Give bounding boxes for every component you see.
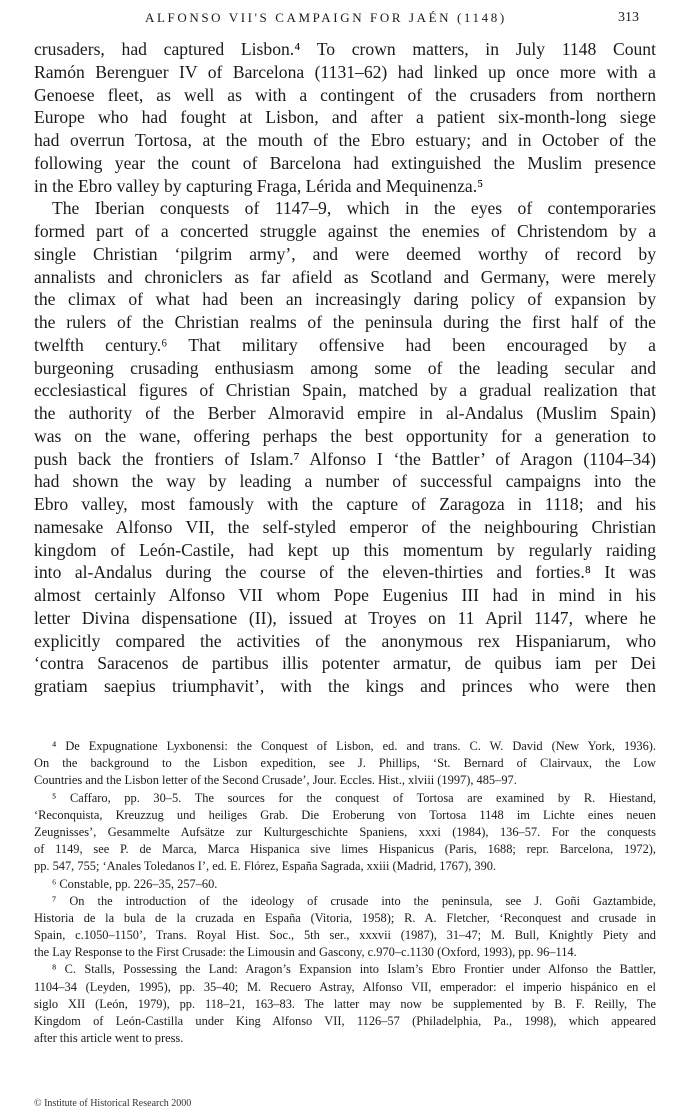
footnote-line: On the background to the Lisbon expedition, see J. Phillips, ‘St. Bernard of Clairvaux, the Low [34,756,656,771]
body-line: Ramón Berenguer IV of Barcelona (1131–62) had linked up once more with a [34,61,656,82]
body-line: was on the wane, offering perhaps the best opportunity for a generation to [34,425,656,446]
body-line: Genoese fleet, as well as with a contingent of the crusaders from northern [34,84,656,105]
body-line: push back the frontiers of Islam.⁷ Alfonso I ‘the Battler’ of Aragon (1104–34) [34,448,656,469]
body-line: gratiam saepius triumphavit’, with the kings and princes who were then [34,676,656,696]
footnote-line: Countries and the Lisbon letter of the Second Crusade’, Jour. Eccles. Hist., xlviii (1997), 485–97. [34,773,517,788]
footnote-line: after this article went to press. [34,1031,184,1046]
footnote-line: Spain, c.1050–1150’, Trans. Royal Hist. Soc., 5th ser., xxxvii (1987), 31–47; M. Bull, Knightly Piety and [34,928,656,943]
footnotes [34,738,656,1047]
footnote-line: the Lay Response to the First Crusade: the Limousin and Gascony, c.970–c.1130 (Oxford, 1993), pp. 96–114. [34,945,577,960]
footnote-line: ‘Reconquista, Kreuzzug und heiliges Grab. Die Eroberung von Tortosa 1148 im Lichte eines neuen [34,807,656,822]
body-line: kingdom of León-Castile, had kept up this momentum by regularly raiding [34,539,656,560]
footnote-line: ⁸ C. Stalls, Possessing the Land: Aragon’s Expansion into Islam’s Ebro Frontier under Alfonso the Battler, [52,962,656,977]
body-line: namesake Alfonso VII, the self-styled emperor of the neighbouring Christian [34,516,656,537]
body-line: crusaders, had captured Lisbon.⁴ To crown matters, in July 1148 Count [34,39,656,59]
body-line: The Iberian conquests of 1147–9, which in the eyes of contemporaries [52,198,656,219]
body-text [34,38,656,698]
body-line: formed part of a concerted struggle against the enemies of Christendom by a [34,221,656,241]
footnote-line: ⁴ De Expugnatione Lyxbonensi: the Conquest of Lisbon, ed. and trans. C. W. David (New York, 1936). [52,739,656,753]
page-number: 313 [618,10,639,25]
footnote-line: of 1149, see P. de Marca, Marca Hispanica sive limes Hispanicus (Paris, 1688; repr. Barcelona, 1972), [34,842,656,857]
footnote-line: ⁶ Constable, pp. 226–35, 257–60. [52,876,218,891]
body-line: almost certainly Alfonso VII whom Pope Eugenius III had in mind in his [34,585,656,605]
copyright-notice: © Institute of Historical Research 2000 [34,1098,192,1109]
body-line: Europe who had fought at Lisbon, and after a patient six-month-long siege [34,107,656,128]
body-line: single Christian ‘pilgrim army’, and were deemed worthy of record by [34,243,656,264]
body-line: had shown the way by leading a number of successful campaigns into the [34,471,656,492]
body-line: had overrun Tortosa, at the mouth of the Ebro estuary; and in October of the [34,130,656,150]
footnote-line: pp. 547, 755; ‘Anales Toledanos I’, ed. E. Flórez, España Sagrada, xxiii (Madrid, 1767), 390. [34,859,497,874]
body-line: ecclesiastical figures of Christian Spain, matched by a gradual realization that [34,380,656,401]
footnote-line: ⁷ On the introduction of the ideology of crusade into the peninsula, see J. Goñi Gaztambide, [52,893,656,908]
body-line: ‘contra Saracenos de partibus illis potenter armatur, de quibus iam per Dei [34,653,656,674]
running-head [0,10,688,32]
footnote-line: ⁵ Caffaro, pp. 30–5. The sources for the conquest of Tortosa are examined by R. Hiestand, [52,790,656,805]
body-line: twelfth century.⁶ That military offensive had been encouraged by a [34,334,656,355]
body-line: following year the count of Barcelona had extinguished the Muslim presence [34,152,656,173]
body-line: into al-Andalus during the course of the eleven-thirties and forties.⁸ It was [34,562,656,583]
body-line: Ebro valley, most famously with the capture of Zaragoza in 1118; and his [34,494,656,514]
body-line: letter Divina dispensatione (II), issued at Troyes on 11 April 1147, where he [34,607,656,628]
body-line: burgeoning crusading enthusiasm among some of the leading secular and [34,357,656,378]
body-line: the authority of the Berber Almoravid empire in al-Andalus (Muslim Spain) [34,403,656,423]
body-line: annalists and chroniclers as far afield as Scotland and Germany, were merely [34,266,656,287]
running-title: ALFONSO VII'S CAMPAIGN FOR JAÉN (1148) [145,10,507,25]
footnote-line: Historia de la bula de la cruzada en España (Vitoria, 1958); R. A. Fletcher, ‘Reconquest and crusade in [34,910,656,925]
footnote-line: Zeugnisses’, Gesammelte Aufsätze zur Kulturgeschichte Spaniens, xxxi (1984), 136–57. For the conquests [34,824,656,839]
body-line: explicitly compared the activities of the anonymous rex Hispaniarum, who [34,630,656,651]
body-line: in the Ebro valley by capturing Fraga, Lérida and Mequinenza.⁵ [34,175,484,196]
footnote-line: Kingdom of León-Castilla under King Alfonso VII, 1126–57 (Philadelphia, Pa., 1998), which appeared [34,1014,656,1028]
footnote-line: siglo XII (León, 1979), pp. 118–21, 163–83. The latter may now be supplemented by B. F. Reilly, The [34,996,656,1011]
body-line: the rulers of the Christian realms of the peninsula during the first half of the [34,312,656,332]
body-line: the climax of what had been an increasingly daring policy of expansion by [34,289,656,310]
footnote-line: 1104–34 (Leyden, 1995), pp. 35–40; M. Recuero Astray, Alfonso VII, emperador: el imperio hispánico en el [34,979,656,994]
